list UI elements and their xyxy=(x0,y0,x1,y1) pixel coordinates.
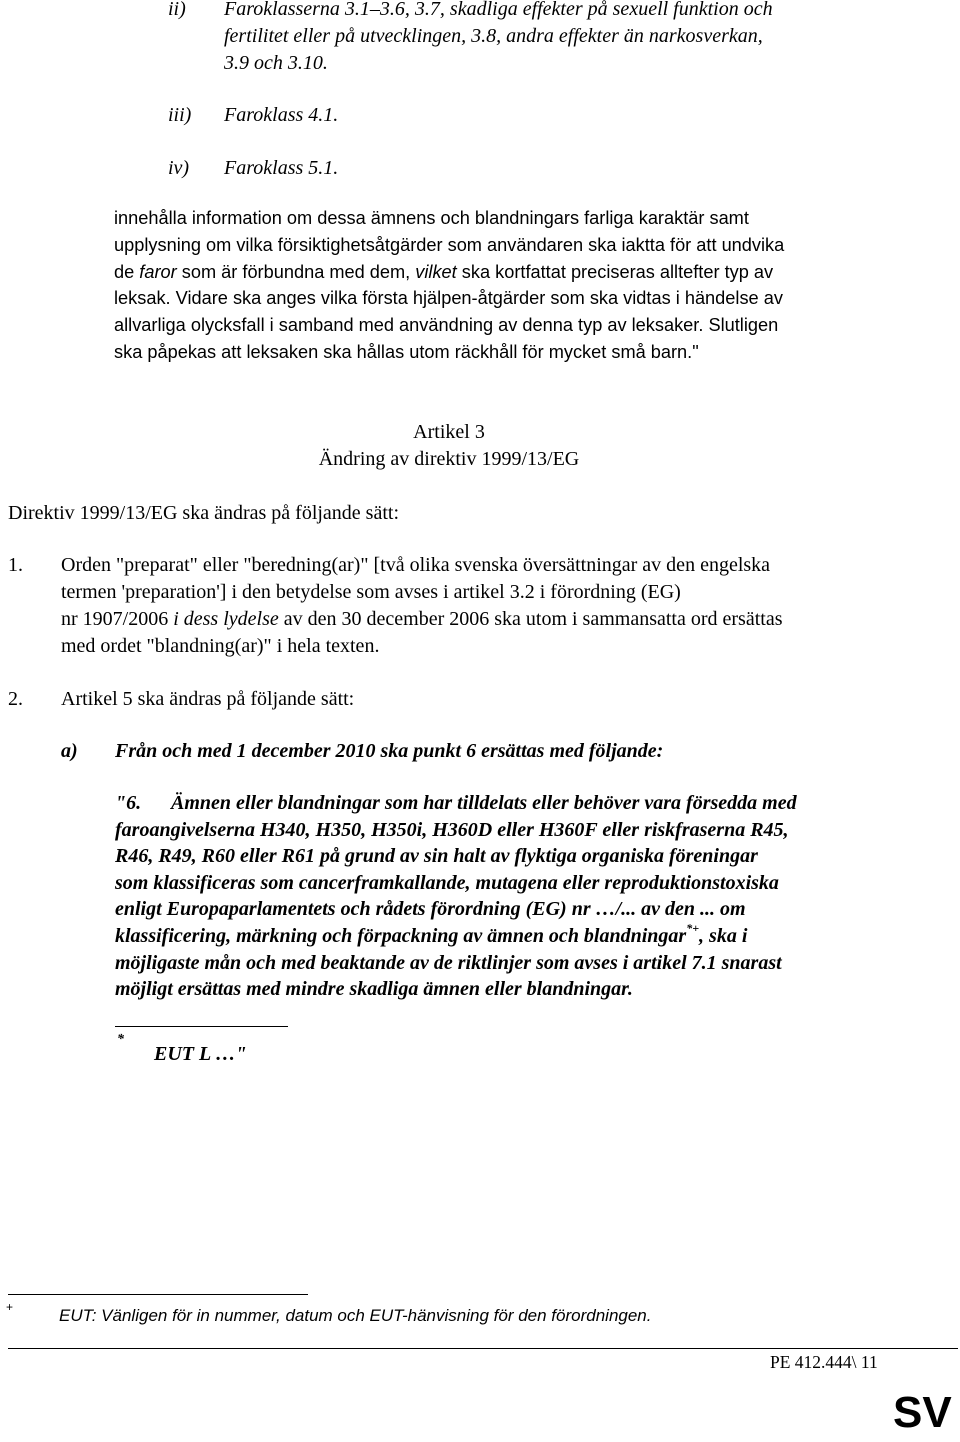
language-code: SV xyxy=(893,1388,952,1437)
article-title: Ändring av direktiv 1999/13/EG xyxy=(318,448,580,470)
quote-line: Ämnen eller blandningar som har tilldelats eller behöver vara försedda med xyxy=(171,792,797,814)
text-run: som är förbundna med dem, xyxy=(176,261,416,282)
point-line: Orden "preparat" eller "beredning(ar)" [två olika svenska översättningar av den engelska xyxy=(61,554,771,576)
quote-line: R46, R49, R60 eller R61 på grund av sin halt av flyktiga organiska föreningar xyxy=(115,845,758,868)
paragraph-line: innehålla information om dessa ämnens och blandningars farliga karaktär samt xyxy=(114,208,749,228)
list-marker-iv: iv) xyxy=(168,157,190,179)
quote-footnote-text: EUT L …" xyxy=(154,1043,247,1065)
text-run: klassificering, märkning och förpackning av ämnen och blandningar xyxy=(115,924,687,947)
quote-line: möjligaste mån och med beaktande av de riktlinjer som avses i artikel 7.1 snarast xyxy=(115,951,782,974)
text-run: de xyxy=(114,261,140,282)
paragraph-line: leksak. Vidare ska anges vilka första hjälpen-åtgärder som ska vidtas i händelse av xyxy=(114,288,783,309)
quote-line: faroangivelserna H340, H350, H350i, H360D eller H360F eller riskfraserna R45, xyxy=(115,818,789,841)
article-intro: Direktiv 1999/13/EG ska ändras på följande sätt: xyxy=(8,502,400,524)
list-item-ii xyxy=(224,0,773,77)
quote-text xyxy=(115,790,797,1003)
quote-line: möjligt ersättas med mindre skadliga ämnen eller blandningar. xyxy=(115,978,633,1001)
emphasis-text: i dess lydelse xyxy=(173,608,279,630)
point-2-number: 2. xyxy=(8,688,23,710)
list-marker-ii: ii) xyxy=(168,0,186,20)
document-reference: PE 412.444\ 11 xyxy=(770,1352,878,1372)
paragraph-line: ska påpekas att leksaken ska hållas utom räckhåll för mycket små barn." xyxy=(114,341,699,362)
paragraph-line: allvarliga olycksfall i samband med användning av denna typ av leksaker. Slutligen xyxy=(114,315,779,336)
quote-line: som klassificeras som cancerframkallande, mutagena eller reproduktionstoxiska xyxy=(115,871,779,894)
page-footnote-text: EUT: Vänligen för in nummer, datum och EUT-hänvisning för den förordningen. xyxy=(59,1306,652,1325)
list-item-ii-line: fertilitet eller på utvecklingen, 3.8, andra effekter än narkosverkan, xyxy=(224,25,763,47)
point-1-number: 1. xyxy=(8,554,23,576)
quote-line: enligt Europaparlamentets och rådets förordning (EG) nr …/... av den ... om xyxy=(115,898,746,921)
paragraph-line: upplysning om vilka försiktighetsåtgärder som användaren ska iaktta för att undvika xyxy=(114,234,785,255)
page-footnote-marker: + xyxy=(6,1300,14,1314)
quote-footnote-divider xyxy=(115,1026,288,1027)
point-1-text xyxy=(61,552,783,660)
page-footnote-divider xyxy=(8,1294,308,1295)
sub-a-text: Från och med 1 december 2010 ska punkt 6 ersättas med följande: xyxy=(115,740,664,762)
list-item-ii-line: 3.9 och 3.10. xyxy=(224,52,328,74)
text-run: ska kortfattat preciseras alltefter typ av xyxy=(456,261,774,282)
text-run: nr 1907/2006 xyxy=(61,608,174,630)
paragraph-line xyxy=(114,259,784,286)
text-run: , ska i xyxy=(699,924,748,947)
quote-number: "6. xyxy=(115,792,142,814)
point-line: termen 'preparation'] i den betydelse som avses i artikel 3.2 i förordning (EG) xyxy=(61,581,681,603)
text-run: av den 30 december 2006 ska utom i sammansatta ord ersättas xyxy=(278,608,783,630)
point-2-text: Artikel 5 ska ändras på följande sätt: xyxy=(61,688,355,710)
quote-line xyxy=(115,920,797,950)
paragraph-information xyxy=(114,205,784,366)
quote-footnote-marker: * xyxy=(117,1032,124,1047)
emphasis-text: faror xyxy=(139,261,177,282)
list-item-ii-line: Faroklasserna 3.1–3.6, 3.7, skadliga effekter på sexuell funktion och xyxy=(224,0,773,20)
sub-a-marker: a) xyxy=(61,740,78,762)
footnote-reference: *+ xyxy=(686,920,700,935)
list-item-iii: Faroklass 4.1. xyxy=(224,104,339,126)
footer-divider xyxy=(8,1348,958,1349)
point-line: med ordet "blandning(ar)" i hela texten. xyxy=(61,635,380,657)
list-marker-iii: iii) xyxy=(168,104,192,126)
list-item-iv: Faroklass 5.1. xyxy=(224,157,339,179)
point-line xyxy=(61,606,783,633)
emphasis-text: vilket xyxy=(415,261,457,282)
article-number: Artikel 3 xyxy=(413,421,485,443)
